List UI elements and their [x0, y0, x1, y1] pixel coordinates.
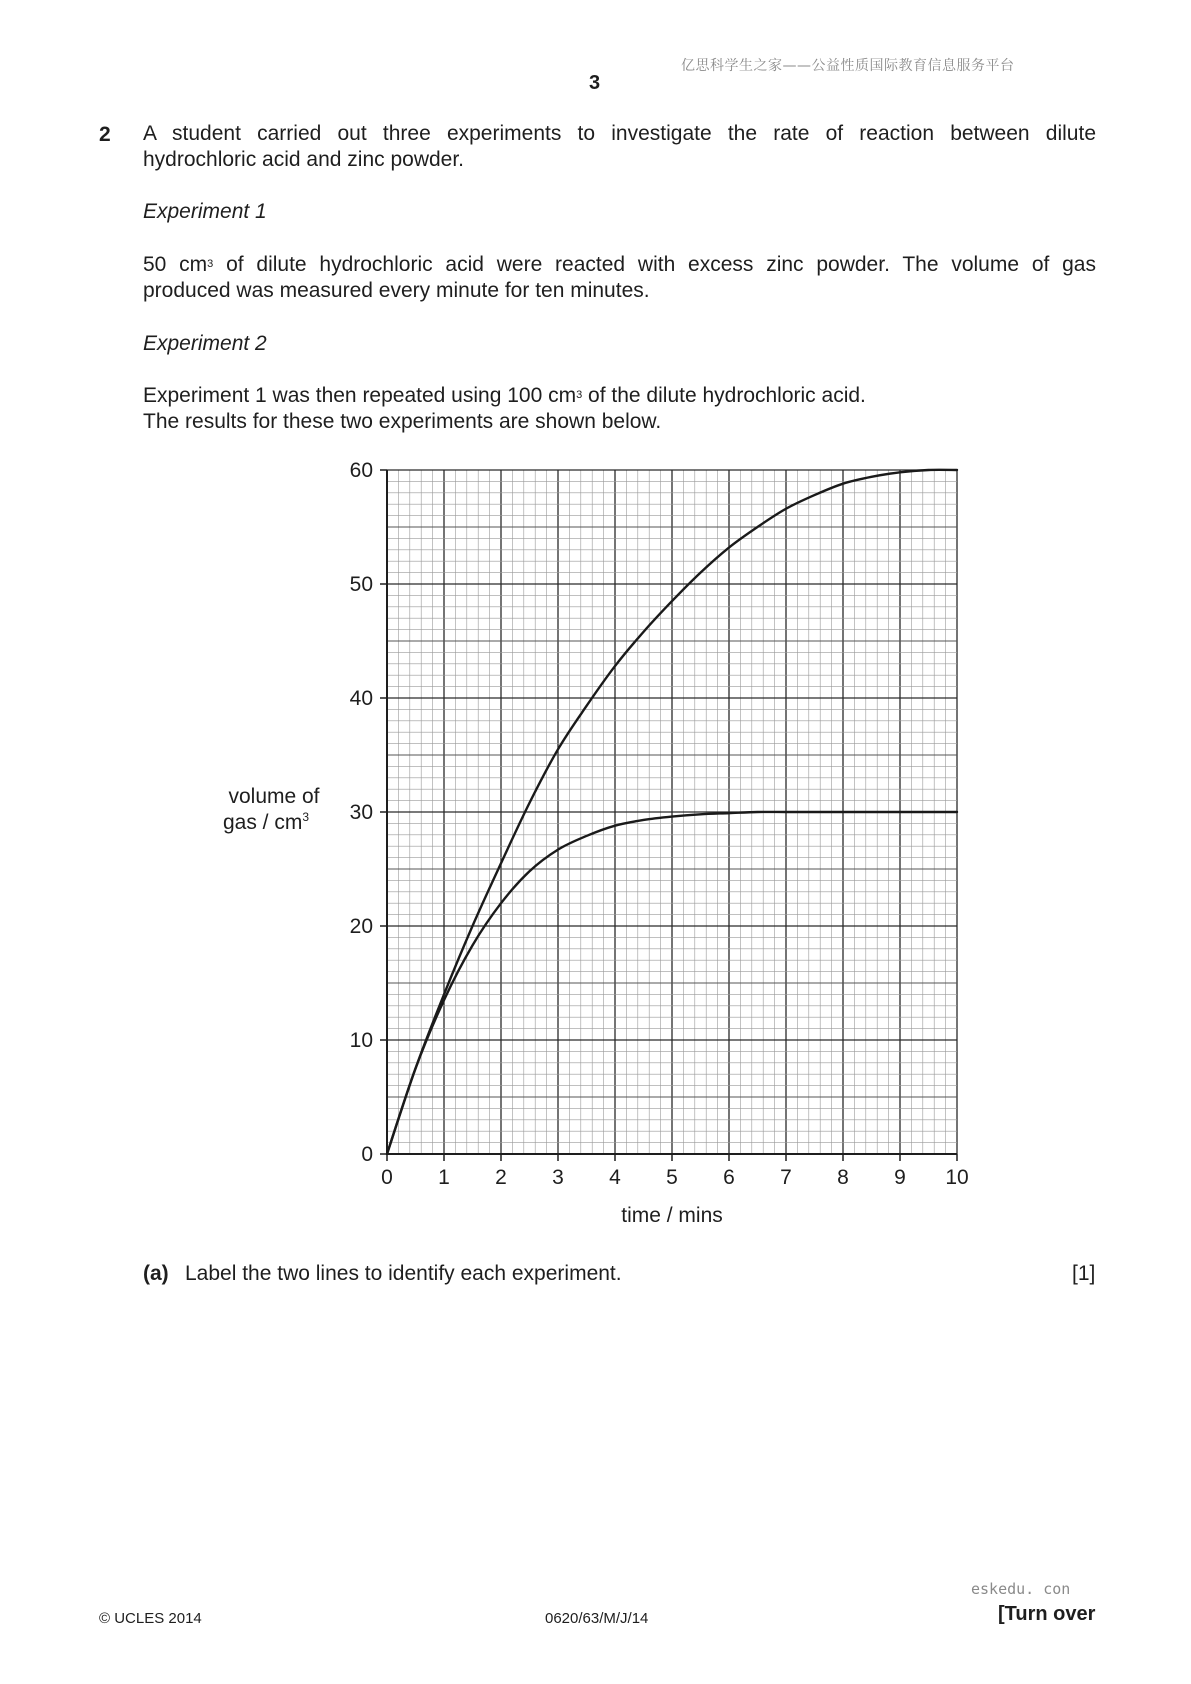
x-tick-label: 5	[666, 1166, 678, 1189]
x-tick-label: 9	[894, 1166, 906, 1189]
experiment-2-line-2: The results for these two experiments are shown below.	[143, 410, 662, 433]
y-tick-label: 60	[349, 459, 373, 482]
part-a-text: Label the two lines to identify each experiment.	[185, 1262, 622, 1285]
x-tick-label: 1	[438, 1166, 450, 1189]
x-tick-label: 2	[495, 1166, 507, 1189]
y-tick-label: 20	[349, 915, 373, 938]
x-tick-label: 7	[780, 1166, 792, 1189]
x-tick-label: 6	[723, 1166, 735, 1189]
y-tick-label: 30	[349, 801, 373, 824]
part-a-marks: [1]	[1072, 1262, 1096, 1285]
intro-line-1: A student carried out three experiments to investigate the rate of reaction between dilute	[143, 122, 1096, 145]
y-tick-label: 40	[349, 687, 373, 710]
experiment-2-heading: Experiment 2	[143, 332, 267, 355]
y-axis-label-line-1: volume of	[228, 785, 320, 808]
y-tick-label: 0	[361, 1143, 373, 1166]
copyright: © UCLES 2014	[99, 1610, 202, 1627]
part-a-label: (a)	[143, 1262, 169, 1285]
x-tick-label: 4	[609, 1166, 621, 1189]
experiment-1-heading: Experiment 1	[143, 200, 267, 223]
x-tick-label: 0	[381, 1166, 393, 1189]
watermark-header: 亿思科学生之家——公益性质国际教育信息服务平台	[681, 58, 1015, 74]
x-axis-label: time / mins	[621, 1204, 723, 1227]
x-tick-label: 3	[552, 1166, 564, 1189]
experiment-1-line-1: 50 $cm^3$ of dilute hydrochloric acid were reacted with excess zinc powder. The volume of gas	[143, 253, 1096, 276]
paper-code: 0620/63/M/J/14	[545, 1610, 649, 1627]
x-tick-label: 10	[945, 1166, 969, 1189]
y-axis-label-line-2: gas / $cm^3$	[222, 810, 310, 834]
y-tick-label: 10	[349, 1029, 373, 1052]
chart-ticks	[350, 459, 969, 1189]
turn-over: [Turn over	[998, 1603, 1096, 1625]
intro-line-2: hydrochloric acid and zinc powder.	[143, 148, 465, 171]
page-number: 3	[589, 72, 601, 94]
question-number: 2	[99, 123, 111, 146]
watermark-footer: eskedu. con	[971, 1580, 1071, 1598]
experiment-1-line-2: produced was measured every minute for ten minutes.	[143, 279, 650, 302]
y-tick-label: 50	[349, 573, 373, 596]
experiment-2-line-1: Experiment 1 was then repeated using 100 $cm^3$ of the dilute hydrochloric acid.	[143, 384, 866, 407]
x-tick-label: 8	[837, 1166, 849, 1189]
